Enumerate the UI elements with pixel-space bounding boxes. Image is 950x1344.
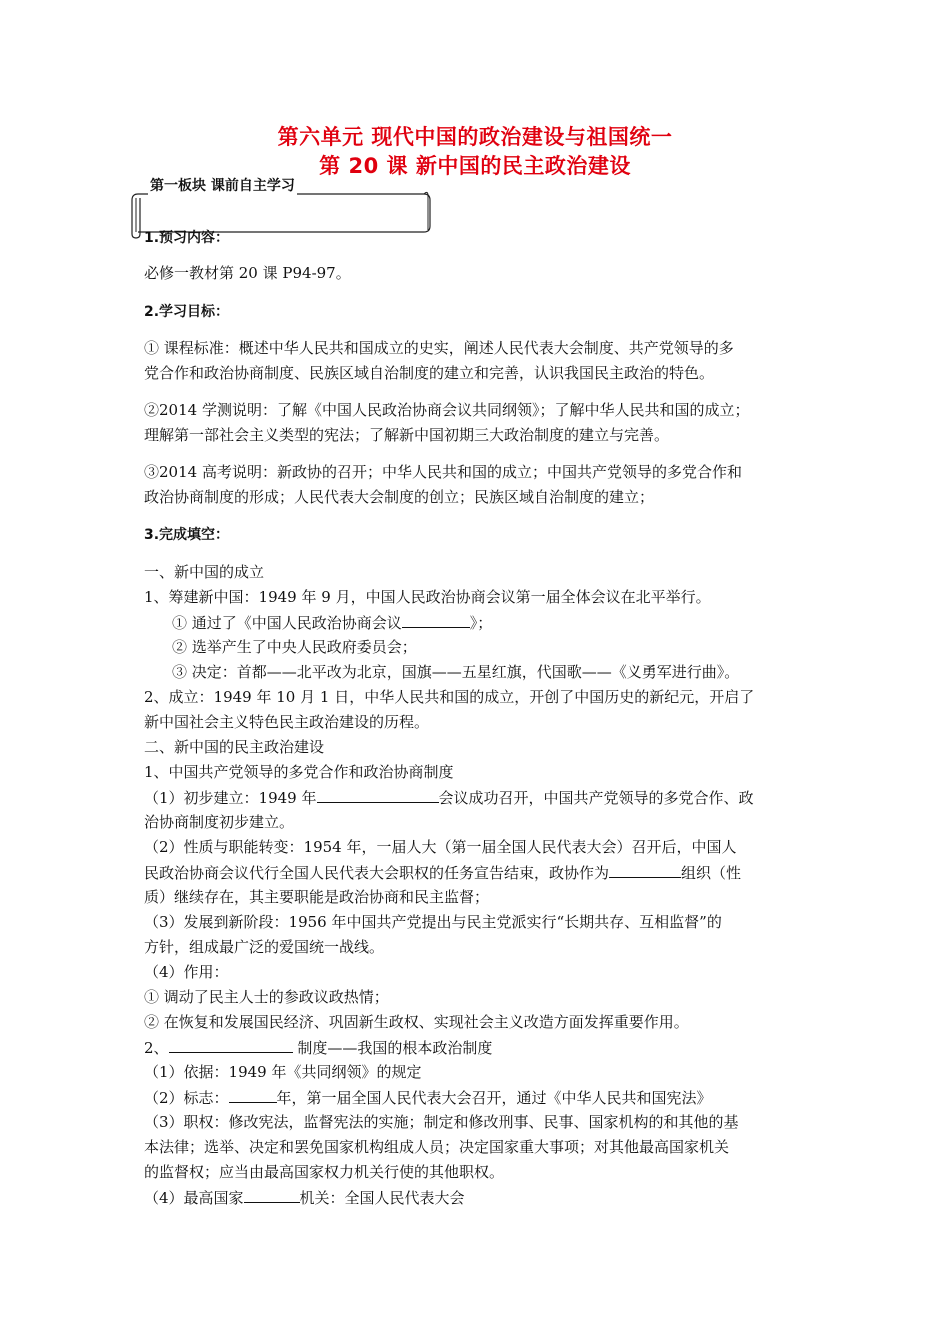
fill-blank[interactable] <box>244 1187 300 1203</box>
p1-1a <box>172 612 492 633</box>
p2-2b <box>144 1087 712 1108</box>
preview-heading: 1.预习内容： <box>144 230 230 246</box>
p2-1b2-text: 民政治协商会议代行全国人民代表大会职权的任务宣告结束，政协作为 <box>144 864 610 882</box>
goals-heading: 2.学习目标： <box>144 304 230 320</box>
p1-1c: ③ 决定：首都——北平改为北京，国旗——五星红旗，代国歌——《义勇军进行曲》。 <box>172 663 740 681</box>
p2-2 <box>144 1037 492 1058</box>
p2-1d1: ① 调动了民主人士的参政议政热情； <box>144 988 389 1006</box>
p2-1b2 <box>144 862 741 883</box>
fill-blank[interactable] <box>169 1037 293 1053</box>
fill-blank[interactable] <box>317 787 439 803</box>
p1-2a: 2、成立：1949 年 10 月 1 日，中华人民共和国的成立，开创了中国历史的新纪元，开启了 <box>144 688 755 706</box>
preview-text: 必修一教材第 20 课 P94-97。 <box>144 264 351 282</box>
p2-2b-text-end: 年，第一届全国人民代表大会召开，通过《中华人民共和国宪法》 <box>276 1089 712 1107</box>
p2-1a-text-end: 会议成功召开，中国共产党领导的多党合作、政 <box>438 789 754 807</box>
p2-2c3: 的监督权；应当由最高国家权力机关行使的其他职权。 <box>144 1163 505 1181</box>
section-label: 第一板块 课前自主学习 <box>148 175 297 195</box>
p2-1c2: 方针，组成最广泛的爱国统一战线。 <box>144 938 385 956</box>
p1-1a-text: ① 通过了《中国人民政治协商会议 <box>172 614 402 632</box>
p2-1b2-text-end: 组织（性 <box>681 864 742 882</box>
fill-blank[interactable] <box>609 862 681 878</box>
part2-title: 二、新中国的民主政治建设 <box>144 738 325 756</box>
p1-1: 1、筹建新中国：1949 年 9 月，中国人民政治协商会议第一届全体会议在北平举行。 <box>144 588 711 606</box>
p2-1: 1、中国共产党领导的多党合作和政治协商制度 <box>144 763 454 781</box>
part1-title: 一、新中国的成立 <box>144 563 265 581</box>
p2-1d2: ② 在恢复和发展国民经济、巩固新生政权、实现社会主义改造方面发挥重要作用。 <box>144 1013 689 1031</box>
p2-1d: （4）作用： <box>144 963 229 981</box>
fill-heading: 3.完成填空： <box>144 527 230 543</box>
p2-1a2: 治协商制度初步建立。 <box>144 813 295 831</box>
p2-1b1: （2）性质与职能转变：1954 年，一届人大（第一届全国人民代表大会）召开后，中国人 <box>144 838 737 856</box>
p2-1c1: （3）发展到新阶段：1956 年中国共产党提出与民主党派实行“长期共存、互相监督”的 <box>144 913 722 931</box>
p2-2b-text: （2）标志： <box>144 1089 229 1107</box>
goal-2-line-2: 理解第一部社会主义类型的宪法；了解新中国初期三大政治制度的建立与完善。 <box>144 426 670 444</box>
p2-2-text: 2、 <box>144 1039 169 1057</box>
goal-3-line-1: ③2014 高考说明：新政协的召开；中华人民共和国的成立；中国共产党领导的多党合作和 <box>144 463 742 481</box>
p2-1b3: 质）继续存在，其主要职能是政治协商和民主监督； <box>144 888 490 906</box>
p2-2d <box>144 1187 465 1208</box>
p2-2d-text-end: 机关：全国人民代表大会 <box>299 1189 465 1207</box>
p2-2d-text: （4）最高国家 <box>144 1189 244 1207</box>
p2-2c1: （3）职权：修改宪法，监督宪法的实施；制定和修改刑事、民事、国家机构的和其他的基 <box>144 1113 739 1131</box>
lesson-title: 第 20 课 新中国的民主政治建设 <box>319 154 631 178</box>
goal-1-line-2: 党合作和政治协商制度、民族区域自治制度的建立和完善，认识我国民主政治的特色。 <box>144 364 715 382</box>
goal-3-line-2: 政治协商制度的形成；人民代表大会制度的创立；民族区域自治制度的建立； <box>144 488 655 506</box>
goal-1-line-1: ① 课程标准：概述中华人民共和国成立的史实，阐述人民代表大会制度、共产党领导的多 <box>144 339 734 357</box>
p2-1a <box>144 787 754 808</box>
p1-1b: ② 选举产生了中央人民政府委员会； <box>172 638 417 656</box>
fill-blank[interactable] <box>229 1087 277 1103</box>
p2-1a-text: （1）初步建立：1949 年 <box>144 789 317 807</box>
p2-2c2: 本法律；选举、决定和罢免国家机构组成人员；决定国家重大事项；对其他最高国家机关 <box>144 1138 730 1156</box>
p2-2a: （1）依据：1949 年《共同纲领》的规定 <box>144 1063 422 1081</box>
p1-1a-text-end: 》； <box>469 614 493 632</box>
p1-2b: 新中国社会主义特色民主政治建设的历程。 <box>144 713 430 731</box>
goal-2-line-1: ②2014 学测说明：了解《中国人民政治协商会议共同纲领》；了解中华人民共和国的成立； <box>144 401 750 419</box>
fill-blank[interactable] <box>402 612 470 628</box>
p2-2-text-end: 制度——我国的根本政治制度 <box>292 1039 493 1057</box>
unit-title: 第六单元 现代中国的政治建设与祖国统一 <box>277 125 673 149</box>
